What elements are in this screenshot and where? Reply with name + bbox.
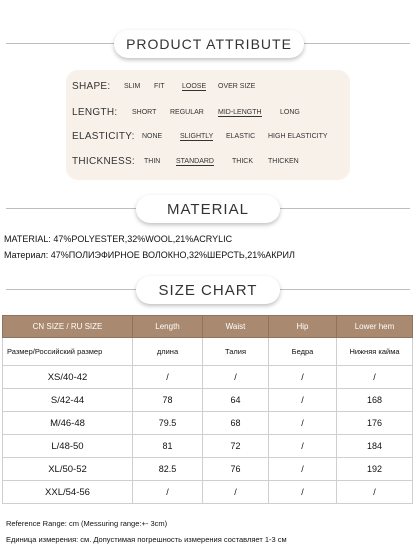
table-cell: / <box>269 481 337 504</box>
table-cell: / <box>269 458 337 481</box>
table-cell: 81 <box>133 435 203 458</box>
thickness-option-selected: STANDARD <box>176 158 214 165</box>
table-cell: / <box>133 366 203 389</box>
table-row <box>3 412 413 435</box>
measurement-note-ru: Единица измерения: см. Допустимая погрешность измерения составляет 1-3 см <box>6 535 287 544</box>
column-header: CN SIZE / RU SIZE <box>3 316 133 338</box>
table-cell: / <box>337 481 413 504</box>
table-cell: 64 <box>203 389 269 412</box>
size-cell: L/48-50 <box>3 435 133 458</box>
table-cell: 168 <box>337 389 413 412</box>
table-row <box>3 458 413 481</box>
divider-line <box>278 208 410 209</box>
attr-row-thickness <box>66 153 350 173</box>
thickness-option: THIN <box>144 158 161 165</box>
subheader-cell: Талия <box>203 338 269 366</box>
attribute-panel <box>66 70 350 180</box>
table-cell: / <box>133 481 203 504</box>
table-header-row <box>3 316 413 338</box>
divider-line <box>6 208 138 209</box>
size-chart-header <box>0 276 416 304</box>
material-title: MATERIAL <box>136 195 280 223</box>
size-cell: XS/40-42 <box>3 366 133 389</box>
size-cell: XL/50-52 <box>3 458 133 481</box>
divider-line <box>6 289 138 290</box>
table-cell: / <box>269 366 337 389</box>
attr-row-shape <box>66 78 350 98</box>
subheader-cell: длина <box>133 338 203 366</box>
product-attribute-header <box>0 30 416 58</box>
attr-row-elasticity <box>66 128 350 148</box>
table-cell: 76 <box>203 458 269 481</box>
subheader-cell: Размер/Российский размер <box>3 338 133 366</box>
reference-range-note: Reference Range: cm (Messuring range:+- 3cm) <box>6 519 168 528</box>
thickness-option: THICK <box>232 158 253 165</box>
size-cell: S/42-44 <box>3 389 133 412</box>
table-cell: / <box>269 435 337 458</box>
subheader-cell: Бедра <box>269 338 337 366</box>
length-option: REGULAR <box>170 109 204 116</box>
length-option: LONG <box>280 109 300 116</box>
table-cell: 184 <box>337 435 413 458</box>
elasticity-option-selected: SLIGHTLY <box>180 133 214 140</box>
size-cell: XXL/54-56 <box>3 481 133 504</box>
table-cell: / <box>337 366 413 389</box>
shape-option: SLIM <box>124 83 141 90</box>
shape-option: OVER SIZE <box>218 83 256 90</box>
table-cell: / <box>203 481 269 504</box>
table-row <box>3 389 413 412</box>
material-header <box>0 195 416 223</box>
shape-option-selected: LOOSE <box>182 83 207 90</box>
elasticity-option: HIGH ELASTICITY <box>268 133 328 140</box>
table-cell: 82.5 <box>133 458 203 481</box>
table-cell: 176 <box>337 412 413 435</box>
table-subheader-row <box>3 338 413 366</box>
column-header: Lower hem <box>337 316 413 338</box>
column-header: Hip <box>269 316 337 338</box>
column-header: Length <box>133 316 203 338</box>
attr-row-length <box>66 104 350 124</box>
table-cell: / <box>203 366 269 389</box>
table-cell: 72 <box>203 435 269 458</box>
size-cell: M/46-48 <box>3 412 133 435</box>
thickness-label: THICKNESS: <box>72 156 136 167</box>
shape-option: FIT <box>154 83 165 90</box>
elasticity-label: ELASTICITY: <box>72 131 135 142</box>
table-row <box>3 435 413 458</box>
table-cell: / <box>269 412 337 435</box>
divider-line <box>6 43 116 44</box>
table-cell: 79.5 <box>133 412 203 435</box>
table-cell: 68 <box>203 412 269 435</box>
size-chart-title: SIZE CHART <box>136 276 280 304</box>
material-text-en: MATERIAL: 47%POLYESTER,32%WOOL,21%ACRYLIC <box>4 234 233 244</box>
shape-label: SHAPE: <box>72 81 111 92</box>
column-header: Waist <box>203 316 269 338</box>
length-option: SHORT <box>132 109 157 116</box>
table-cell: 192 <box>337 458 413 481</box>
table-cell: 78 <box>133 389 203 412</box>
table-cell: / <box>269 389 337 412</box>
table-row <box>3 366 413 389</box>
thickness-option: THICKEN <box>268 158 299 165</box>
length-option-selected: MID-LENGTH <box>218 109 262 116</box>
table-row <box>3 481 413 504</box>
divider-line <box>278 289 410 290</box>
subheader-cell: Нижняя кайма <box>337 338 413 366</box>
elasticity-option: NONE <box>142 133 163 140</box>
size-table <box>2 315 413 504</box>
divider-line <box>302 43 410 44</box>
product-attribute-title: PRODUCT ATTRIBUTE <box>114 30 304 58</box>
material-text-ru: Материал: 47%ПОЛИЭФИРНОЕ ВОЛОКНО,32%ШЕРСТЬ,21%АКРИЛ <box>4 250 295 260</box>
length-label: LENGTH: <box>72 107 118 118</box>
elasticity-option: ELASTIC <box>226 133 256 140</box>
